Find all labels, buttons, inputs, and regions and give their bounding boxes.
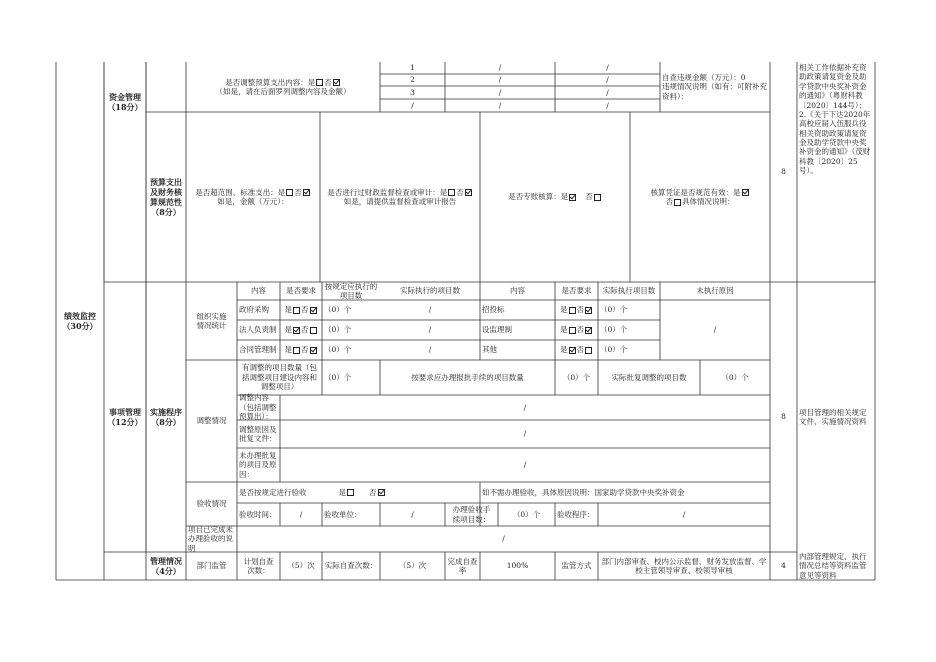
acceptance-time-label: 验收时间： — [239, 509, 277, 519]
approved-count: （0）个 — [721, 372, 749, 382]
checkbox-accept-yes[interactable] — [347, 489, 354, 496]
adjust-row-number: / — [411, 100, 414, 110]
checkbox-voucher-yes[interactable] — [742, 189, 749, 196]
unapproved: / — [523, 460, 527, 470]
supervision-method-label: 监管方式 — [561, 561, 592, 571]
dedicated-account-question: 是否专账核算：是 否 — [480, 112, 630, 282]
checkbox-audit-no[interactable] — [465, 189, 472, 196]
budget-normativity-label: 预算支出 及财务核 算规范性 （8分） — [150, 177, 182, 217]
actual-checks-label: 实际自查次数： — [324, 561, 378, 571]
header-required-2: 是否要求 — [561, 286, 592, 296]
checkbox-overspend-no[interactable] — [303, 189, 310, 196]
item-count-2: （0）个 — [600, 305, 628, 315]
header-planned: 按规定应执行的 项目数 — [324, 281, 378, 300]
item-name: 法人负责制 — [239, 325, 277, 335]
item-required: 是 否 — [280, 300, 322, 320]
acceptance-label: 验收情况 — [196, 499, 227, 509]
checkbox-yes[interactable] — [569, 347, 576, 354]
header-content-2: 内容 — [510, 286, 525, 296]
completed-unaccepted: / — [502, 534, 505, 544]
item-required: 是 否 — [280, 320, 322, 340]
header-actual: 实际执行的项目数 — [400, 286, 460, 296]
evidence-basis-project: 项目管理的相关规定文件、实施情况资料 — [799, 407, 867, 426]
adjust-content-label: 调整内容 （包括调整 预算出）： — [239, 393, 277, 422]
header-reason: 未执行原因 — [696, 286, 734, 296]
item-required-2: 是 否 — [555, 340, 598, 360]
evidence-basis-fund: 相关工作依据补充资助政策请复资金及助学贷款中央奖补资金的通知》（粤财科教〔2020〕144号）； 2.《关于下达2020年高校应届入伍服兵役相关资助政策请复资金及助学贷款中央奖补资金的通知》（茂财科教〔2020〕25号）。 — [799, 63, 871, 176]
acceptance-unit: / — [411, 509, 414, 519]
approval-count-label: 按要求应办理报批手续的项目数量 — [411, 372, 524, 382]
adjusted-count-label: 有调整的项目数量（包括调整项目建设内容和调整项目） — [242, 363, 317, 392]
adjust-row-number: 3 — [410, 87, 415, 97]
item-required-2: 是 否 — [555, 320, 598, 340]
checkbox-audit-yes[interactable] — [448, 189, 455, 196]
item-name: 政府采购 — [239, 305, 269, 315]
adjust-row-value: / — [606, 87, 609, 97]
checkbox-account-yes[interactable] — [569, 194, 576, 201]
org-stats-label: 组织实施 情况统计 — [196, 311, 227, 330]
planned-checks-label: 计划自查 次数： — [243, 556, 274, 575]
checkbox-yes[interactable] — [569, 307, 576, 314]
project-management-label: 事项管理 （12分） — [107, 407, 143, 427]
implementation-procedure-label: 实施程序 （8分） — [150, 407, 182, 427]
actual-checks: （5）次 — [398, 561, 427, 571]
overspend-question: 是否超范围、标准支出：是 否 如是，金额（万元）： — [186, 112, 320, 282]
checkbox-no[interactable] — [585, 347, 592, 354]
adjust-reason-label: 调整原因及 批复文件： — [239, 424, 277, 443]
checkbox-yes[interactable] — [569, 327, 576, 334]
item-actual: / — [428, 345, 432, 355]
adjust-row-value: / — [498, 100, 502, 110]
approval-count: （0）个 — [562, 372, 591, 382]
checkbox-yes[interactable] — [293, 327, 300, 334]
supervision-method: 部门内部审查、校内公示监督、财务发放监督、学校主管领导审查、校领导审核 — [601, 556, 767, 575]
checkbox-account-no[interactable] — [594, 194, 601, 201]
item-count: （0）个 — [324, 325, 352, 335]
checkbox-accept-no[interactable] — [378, 489, 385, 496]
acceptance-unit-label: 验收单位： — [324, 509, 362, 519]
adjust-row-number: 1 — [410, 63, 415, 73]
category-performance-monitoring: 绩效监控 （30分） — [62, 311, 98, 331]
item-name: 合同管理制 — [239, 345, 277, 355]
checkbox-yes[interactable] — [293, 347, 300, 354]
unapproved-label: 未办理批复 的项目及原 因： — [239, 450, 277, 479]
violation-amount: 自查违规金额（万元）：0 违规情况说明（如有：可附补充资料）： — [662, 72, 767, 101]
adjust-row-value: / — [606, 100, 609, 110]
adjust-row-value: / — [606, 75, 609, 85]
acceptance-note: 如不需办理验收，具体原因说明：国家助学贷款中央奖补资金 — [482, 487, 685, 497]
checkbox-no[interactable] — [310, 347, 317, 354]
score-management: 4 — [781, 561, 786, 571]
acceptance-question: 是否按规定进行验收 是 否 — [237, 482, 480, 503]
evidence-basis-management: 内部管理规定、执行情况总结等资料监管意见等资料 — [799, 551, 867, 580]
score-fund: 8 — [781, 167, 786, 177]
checkbox-adjust-yes[interactable] — [316, 79, 323, 86]
dept-supervision-label: 部门监管 — [196, 561, 227, 571]
adjust-row-value: / — [498, 63, 502, 73]
acceptance-proc: / — [682, 509, 686, 519]
adjust-row-value: / — [498, 75, 502, 85]
adjust-row-number: 2 — [410, 75, 415, 85]
item-required-2: 是 否 — [555, 300, 598, 320]
planned-checks: （5）次 — [287, 561, 315, 571]
item-count: （0）个 — [324, 345, 352, 355]
acceptance-proc-label: 验收程序： — [557, 509, 595, 519]
management-label: 管理情况 （4分） — [150, 556, 182, 576]
adjust-row-value: / — [498, 87, 502, 97]
item-name-2: 其他 — [482, 345, 497, 355]
approved-count-label: 实际批复调整的项目数 — [611, 372, 687, 382]
item-count-2: （0）个 — [600, 325, 628, 335]
checkbox-no[interactable] — [310, 307, 317, 314]
adjusted-count: （0）个 — [324, 372, 352, 382]
completed-unaccepted-label: 项目已完成未 办理验收的说 明 — [188, 524, 233, 553]
not-executed-reason: / — [713, 325, 717, 335]
item-count-2: （0）个 — [600, 345, 628, 355]
audit-question: 是否进行过财政监督检查或审计：是 否 如是，请提供监督检查或审计报告 — [320, 112, 480, 282]
completion-rate: 100% — [506, 561, 529, 571]
header-actual-2: 实际执行项目数 — [602, 286, 656, 296]
checkbox-yes[interactable] — [293, 307, 300, 314]
checkbox-no[interactable] — [585, 327, 592, 334]
item-actual: / — [428, 325, 432, 335]
item-name-2: 设监理制 — [482, 325, 512, 335]
header-content: 内容 — [251, 286, 266, 296]
adjustment-label: 调整情况 — [196, 416, 227, 426]
acceptance-proc-count-label: 办理验收手 续项目数： — [452, 505, 491, 524]
adjust-row-value: / — [606, 63, 609, 73]
checkbox-no[interactable] — [585, 307, 592, 314]
checkbox-adjust-no[interactable] — [333, 79, 340, 86]
fund-management-label: 资金管理 （18分） — [107, 92, 143, 112]
item-count: （0）个 — [324, 305, 352, 315]
item-actual: / — [428, 305, 432, 315]
completion-rate-label: 完成自查 率 — [447, 556, 478, 575]
checkbox-overspend-yes[interactable] — [286, 189, 293, 196]
voucher-question: 核算凭证是否规范有效：是 否 具体情况说明： — [630, 112, 770, 282]
checkbox-no[interactable] — [310, 327, 317, 334]
item-name-2: 招投标 — [482, 305, 505, 315]
header-required: 是否要求 — [286, 286, 316, 296]
checkbox-voucher-no[interactable] — [674, 199, 681, 206]
score-project: 8 — [781, 412, 786, 422]
adjust-reason: / — [523, 429, 527, 439]
acceptance-proc-count: （0）个 — [512, 509, 541, 519]
adjust-content: / — [523, 402, 527, 412]
adjust-question: 是否调整预算支出内容：是 否 （如是，请在后面罗列调整内容及金额） — [215, 77, 351, 96]
acceptance-time: / — [299, 509, 303, 519]
item-required: 是 否 — [280, 340, 322, 360]
